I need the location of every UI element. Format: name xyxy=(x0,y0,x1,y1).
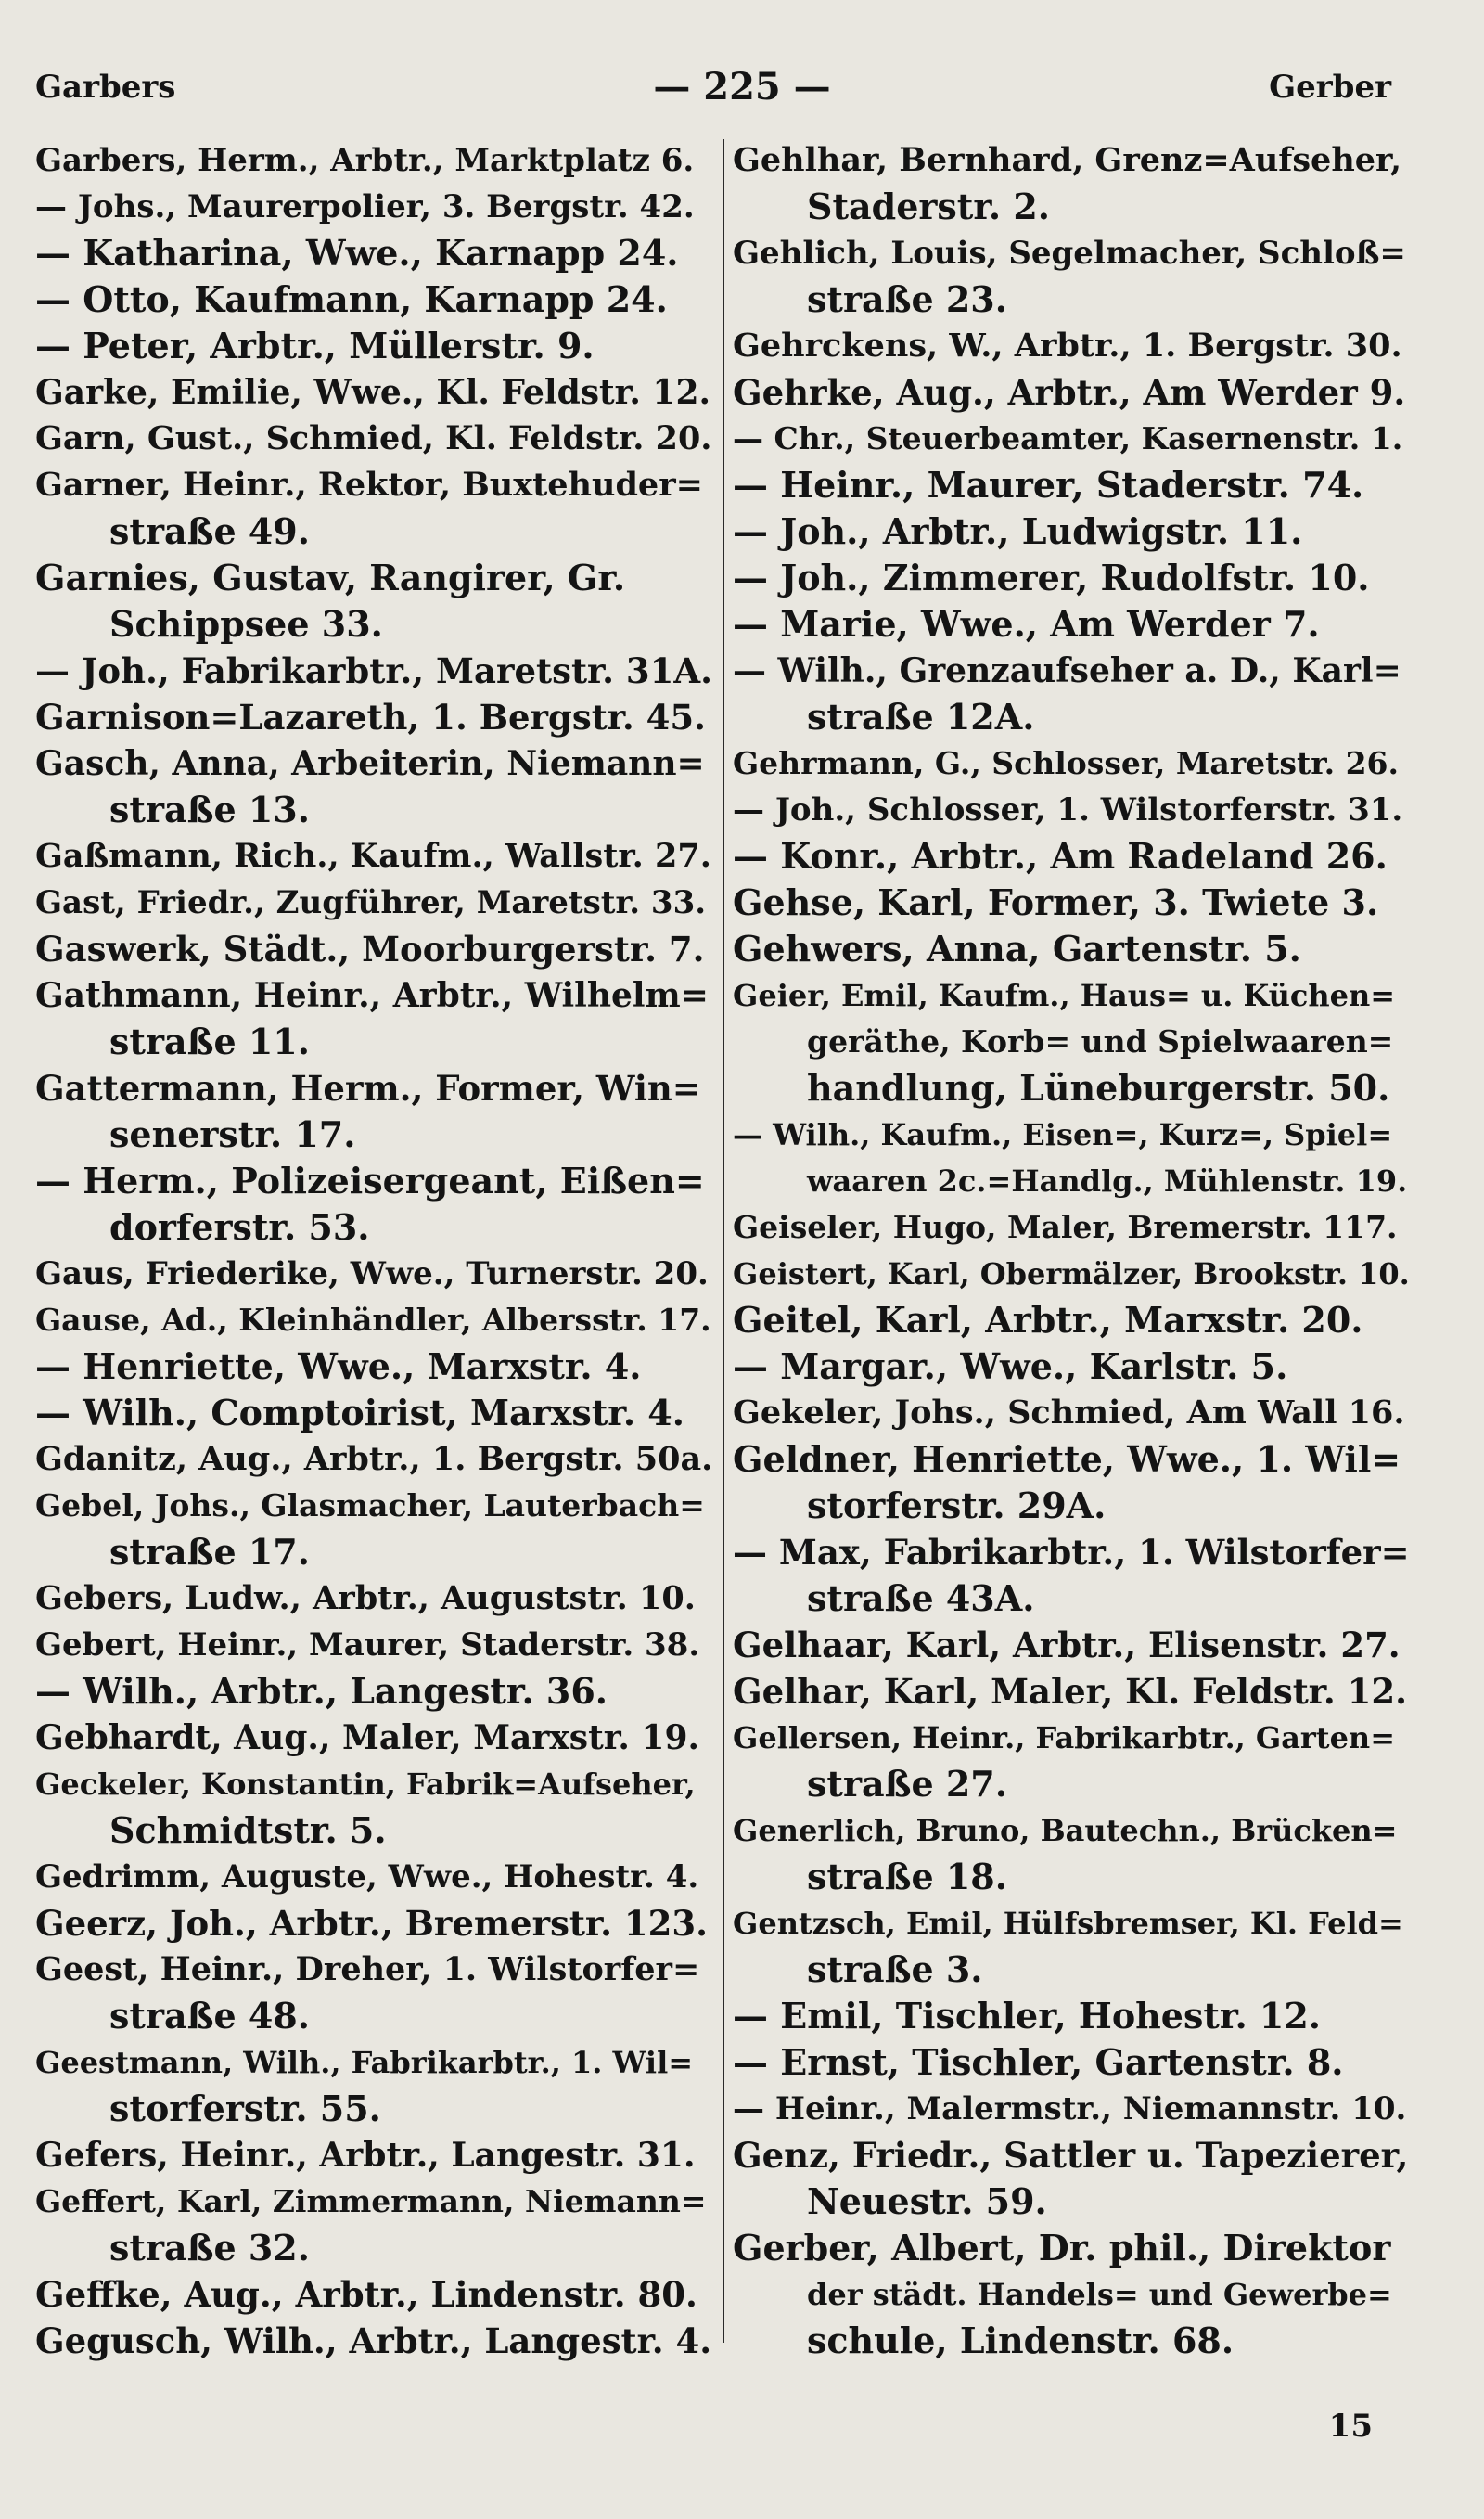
entry-line: Gekeler, Johs., Schmied, Am Wall 16. xyxy=(733,1394,1405,1432)
entry-line: Gebers, Ludw., Arbtr., Auguststr. 10. xyxy=(35,1579,696,1617)
entry-line: — Heinr., Maurer, Staderstr. 74. xyxy=(733,464,1364,506)
entry-continuation-line: Staderstr. 2. xyxy=(807,186,1050,227)
entry-line: — Joh., Arbtr., Ludwigstr. 11. xyxy=(733,510,1303,552)
entry-continuation-line: geräthe, Korb= und Spielwaaren= xyxy=(807,1023,1394,1060)
page-number: — 225 — xyxy=(653,65,831,109)
entry-continuation-line: straße 18. xyxy=(807,1856,1007,1897)
entry-continuation-line: straße 11. xyxy=(109,1021,310,1062)
entry-line: Geldner, Henriette, Wwe., 1. Wil= xyxy=(733,1438,1401,1480)
entry-line: Gast, Friedr., Zugführer, Maretstr. 33. xyxy=(35,884,707,921)
entry-line: Gelhar, Karl, Maler, Kl. Feldstr. 12. xyxy=(733,1671,1408,1712)
entry-line: — Konr., Arbtr., Am Radeland 26. xyxy=(733,835,1388,877)
entry-line: Gegusch, Wilh., Arbtr., Langestr. 4. xyxy=(35,2320,712,2361)
entry-line: Garn, Gust., Schmied, Kl. Feldstr. 20. xyxy=(35,419,712,457)
entry-line: Gathmann, Heinr., Arbtr., Wilhelm= xyxy=(35,976,709,1015)
entry-line: Garke, Emilie, Wwe., Kl. Feldstr. 12. xyxy=(35,373,711,412)
entry-continuation-line: dorferstr. 53. xyxy=(109,1206,370,1248)
entry-line: Garnies, Gustav, Rangirer, Gr. xyxy=(35,557,626,598)
entry-line: — Joh., Schlosser, 1. Wilstorferstr. 31. xyxy=(733,791,1403,829)
entry-continuation-line: senerstr. 17. xyxy=(109,1113,356,1155)
entry-line: Geffke, Aug., Arbtr., Lindenstr. 80. xyxy=(35,2274,697,2315)
entry-line: — Wilh., Kaufm., Eisen=, Kurz=, Spiel= xyxy=(733,1117,1393,1152)
entry-line: Generlich, Bruno, Bautechn., Brücken= xyxy=(733,1813,1398,1848)
entry-line: Gaswerk, Städt., Moorburgerstr. 7. xyxy=(35,929,705,970)
entry-line: Gebert, Heinr., Maurer, Staderstr. 38. xyxy=(35,1626,700,1664)
entry-line: Gehlich, Louis, Segelmacher, Schloß= xyxy=(733,235,1406,272)
entry-line: Garner, Heinr., Rektor, Buxtehuder= xyxy=(35,466,703,504)
entry-line: — Max, Fabrikarbtr., 1. Wilstorfer= xyxy=(733,1532,1410,1573)
entry-continuation-line: Schippsee 33. xyxy=(109,603,383,645)
entry-continuation-line: handlung, Lüneburgerstr. 50. xyxy=(807,1067,1390,1109)
entry-line: — Heinr., Malermstr., Niemannstr. 10. xyxy=(733,2090,1407,2127)
entry-line: Geest, Heinr., Dreher, 1. Wilstorfer= xyxy=(35,1950,700,1988)
entry-line: Gause, Ad., Kleinhändler, Albersstr. 17. xyxy=(35,1302,711,1338)
entry-line: Gebel, Johs., Glasmacher, Lauterbach= xyxy=(35,1487,705,1523)
entry-continuation-line: straße 27. xyxy=(807,1763,1007,1805)
entry-continuation-line: der städt. Handels= und Gewerbe= xyxy=(807,2277,1392,2312)
entry-line: — Katharina, Wwe., Karnapp 24. xyxy=(35,232,679,274)
entry-line: — Wilh., Arbtr., Langestr. 36. xyxy=(35,1670,608,1712)
entry-continuation-line: Neuestr. 59. xyxy=(807,2180,1047,2222)
entry-line: Garbers, Herm., Arbtr., Marktplatz 6. xyxy=(35,142,695,179)
entry-line: Gaus, Friederike, Wwe., Turnerstr. 20. xyxy=(35,1255,709,1292)
left-column xyxy=(35,137,712,2364)
entry-line: Geiseler, Hugo, Maler, Bremerstr. 117. xyxy=(733,1209,1398,1245)
running-head-left: Garbers xyxy=(35,69,176,106)
entry-line: Geckeler, Konstantin, Fabrik=Aufseher, xyxy=(35,1767,696,1802)
entry-line: — Marie, Wwe., Am Werder 7. xyxy=(733,603,1320,645)
entry-line: Gehrke, Aug., Arbtr., Am Werder 9. xyxy=(733,372,1406,413)
entry-line: — Margar., Wwe., Karlstr. 5. xyxy=(733,1345,1288,1387)
entry-line: Gehrmann, G., Schlosser, Maretstr. 26. xyxy=(733,745,1399,781)
entry-line: — Otto, Kaufmann, Karnapp 24. xyxy=(35,278,668,320)
entry-line: Gehrckens, W., Arbtr., 1. Bergstr. 30. xyxy=(733,327,1402,365)
entry-line: Geier, Emil, Kaufm., Haus= u. Küchen= xyxy=(733,978,1396,1013)
entry-line: Garnison=Lazareth, 1. Bergstr. 45. xyxy=(35,697,707,738)
entry-line: Gaßmann, Rich., Kaufm., Wallstr. 27. xyxy=(35,837,711,875)
entry-continuation-line: straße 48. xyxy=(109,1995,310,2037)
entry-line: Gefers, Heinr., Arbtr., Langestr. 31. xyxy=(35,2136,696,2175)
entry-line: Gerber, Albert, Dr. phil., Direktor xyxy=(733,2227,1391,2268)
entry-line: Geerz, Joh., Arbtr., Bremerstr. 123. xyxy=(35,1903,708,1944)
entry-continuation-line: straße 3. xyxy=(807,1948,983,1990)
entry-line: Gedrimm, Auguste, Wwe., Hohestr. 4. xyxy=(35,1858,699,1896)
entry-line: Gelhaar, Karl, Arbtr., Elisenstr. 27. xyxy=(733,1625,1401,1665)
entry-line: Gehlhar, Bernhard, Grenz=Aufseher, xyxy=(733,141,1402,179)
entry-line: Gentzsch, Emil, Hülfsbremser, Kl. Feld= xyxy=(733,1906,1403,1941)
entry-line: — Emil, Tischler, Hohestr. 12. xyxy=(733,1995,1322,2037)
entry-line: Gasch, Anna, Arbeiterin, Niemann= xyxy=(35,744,705,783)
entry-line: — Peter, Arbtr., Müllerstr. 9. xyxy=(35,325,595,366)
entry-continuation-line: straße 23. xyxy=(807,278,1007,320)
entry-line: Geestmann, Wilh., Fabrikarbtr., 1. Wil= xyxy=(35,2045,694,2080)
right-column xyxy=(733,137,1410,2364)
running-head-right: Gerber xyxy=(1269,69,1391,106)
entry-line: Gehwers, Anna, Gartenstr. 5. xyxy=(733,928,1301,970)
entry-line: Gellersen, Heinr., Fabrikarbtr., Garten= xyxy=(733,1720,1395,1755)
entry-line: — Joh., Zimmerer, Rudolfstr. 10. xyxy=(733,557,1370,598)
entry-continuation-line: waaren 2c.=Handlg., Mühlenstr. 19. xyxy=(807,1163,1408,1199)
entry-line: — Johs., Maurerpolier, 3. Bergstr. 42. xyxy=(35,188,695,225)
entry-line: — Herm., Polizeisergeant, Eißen= xyxy=(35,1160,705,1202)
entry-continuation-line: storferstr. 29A. xyxy=(807,1484,1107,1526)
entry-line: Geistert, Karl, Obermälzer, Brookstr. 10. xyxy=(733,1256,1410,1292)
entry-line: — Henriette, Wwe., Marxstr. 4. xyxy=(35,1345,642,1387)
entry-line: — Wilh., Comptoirist, Marxstr. 4. xyxy=(35,1392,684,1433)
entry-continuation-line: storferstr. 55. xyxy=(109,2088,381,2129)
entry-continuation-line: Schmidtstr. 5. xyxy=(109,1809,387,1851)
entry-line: Genz, Friedr., Sattler u. Tapezierer, xyxy=(733,2135,1409,2176)
entry-continuation-line: straße 17. xyxy=(109,1531,310,1573)
entry-line: — Chr., Steuerbeamter, Kasernenstr. 1. xyxy=(733,420,1403,456)
printer-signature: 15 xyxy=(1328,2408,1373,2445)
entry-line: Geitel, Karl, Arbtr., Marxstr. 20. xyxy=(733,1299,1363,1341)
entry-continuation-line: straße 13. xyxy=(109,789,310,830)
entry-line: Geffert, Karl, Zimmermann, Niemann= xyxy=(35,2183,707,2219)
entry-line: — Wilh., Grenzaufseher a. D., Karl= xyxy=(733,651,1401,690)
entry-line: Gebhardt, Aug., Maler, Marxstr. 19. xyxy=(35,1718,700,1757)
entry-continuation-line: straße 49. xyxy=(109,510,310,552)
entry-continuation-line: schule, Lindenstr. 68. xyxy=(807,2320,1235,2361)
entry-line: — Ernst, Tischler, Gartenstr. 8. xyxy=(733,2041,1344,2083)
entry-line: Gdanitz, Aug., Arbtr., 1. Bergstr. 50a. xyxy=(35,1440,712,1478)
entry-line: Gehse, Karl, Former, 3. Twiete 3. xyxy=(733,881,1379,923)
entry-continuation-line: straße 12A. xyxy=(807,696,1035,738)
entry-line: Gattermann, Herm., Former, Win= xyxy=(35,1068,701,1109)
column-divider xyxy=(723,139,724,2343)
entry-continuation-line: straße 32. xyxy=(109,2227,310,2268)
entry-line: — Joh., Fabrikarbtr., Maretstr. 31A. xyxy=(35,650,712,691)
entry-continuation-line: straße 43A. xyxy=(807,1577,1035,1619)
